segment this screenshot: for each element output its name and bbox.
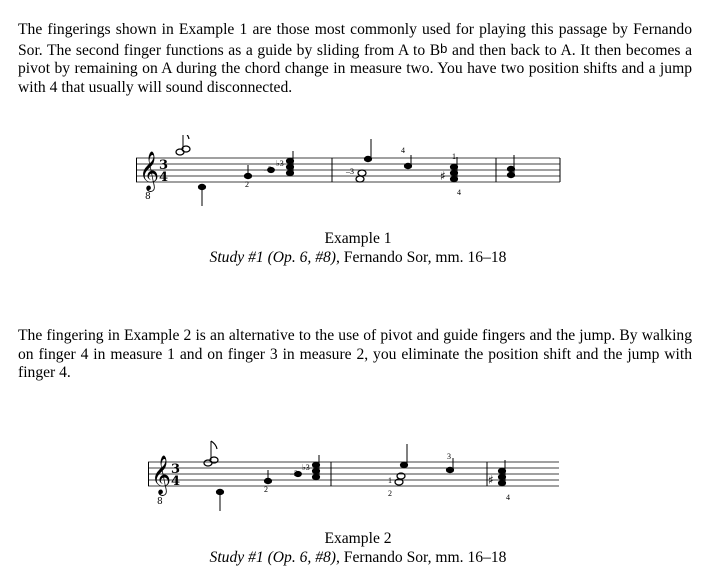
clef-octave-label: 8 [157,497,163,507]
example-1-label: Example 1 [324,230,392,247]
notes-measure-1 [204,441,320,511]
example-2-title-rest: , Fernando Sor, mm. 16–18 [336,549,507,566]
music-score-example-2 [148,438,560,511]
fingering-1: 2 [245,180,249,189]
clef-octave-label: 8 [145,192,151,202]
time-signature-top: 3 [159,158,169,173]
example-1-caption [0,248,716,267]
paragraph-1-text-b: and then back to A. It then becomes a pivot by remaining on A during the chord change in measure two. You have two position shifts and a jump with 4 that usually will sound disconnected. [18,41,692,96]
time-signature-bottom: 4 [171,474,181,489]
fingering-6: 1 [452,152,456,161]
fingering-2: –2 [290,469,298,478]
paragraph-1-text-a: The fingerings shown in Example 1 are those most commonly used for playing this passage by Fernando Sor. The second finger functions as a guide by sliding from A to B [18,21,692,59]
fingering-5: 2 [388,489,392,498]
sharp-sign-icon: ♯ [488,473,494,487]
paragraph-2: The fingering in Example 2 is an alternative to the use of pivot and guide fingers and the jump. By walking on finger 4 in measure 1 and on finger 3 in measure 2, you eliminate the position shift and the jump with finger 4. [18,327,692,382]
notes-chord [498,460,505,486]
example-2-label: Example 2 [324,530,392,547]
example-1-title-rest: , Fernando Sor, mm. 16–18 [336,249,507,266]
music-score-example-1 [136,135,561,207]
time-signature-bottom: 4 [159,170,169,185]
fingering-3: ♭3 [302,463,310,472]
fingering-3: ♭3 [276,159,284,168]
notes-measure-1 [176,135,294,206]
treble-clef-icon: 𝄞 [139,151,160,191]
example-2-title-italic: Study #1 (Op. 6, #8) [209,549,336,566]
fingering-4: 1 [388,476,392,485]
fingering-5: 4 [401,146,405,155]
notes-measure-2 [395,444,454,485]
fingering-2: –2 [264,165,272,174]
fingering-6: 3 [447,452,451,461]
notes-measure-3 [507,155,514,178]
example-1-title-italic: Study #1 (Op. 6, #8) [209,249,336,266]
example-2-caption [0,548,716,567]
fingering-7: 4 [457,188,461,197]
treble-clef-icon: 𝄞 [151,455,172,495]
time-signature-top: 3 [171,462,181,477]
fingering-7: 4 [506,493,510,502]
sharp-sign-icon: ♯ [440,169,446,183]
paragraph-1 [18,21,692,97]
fingering-4: –3 [346,167,354,176]
fingering-1: 2 [264,485,268,494]
flat-sign: b [440,40,448,56]
